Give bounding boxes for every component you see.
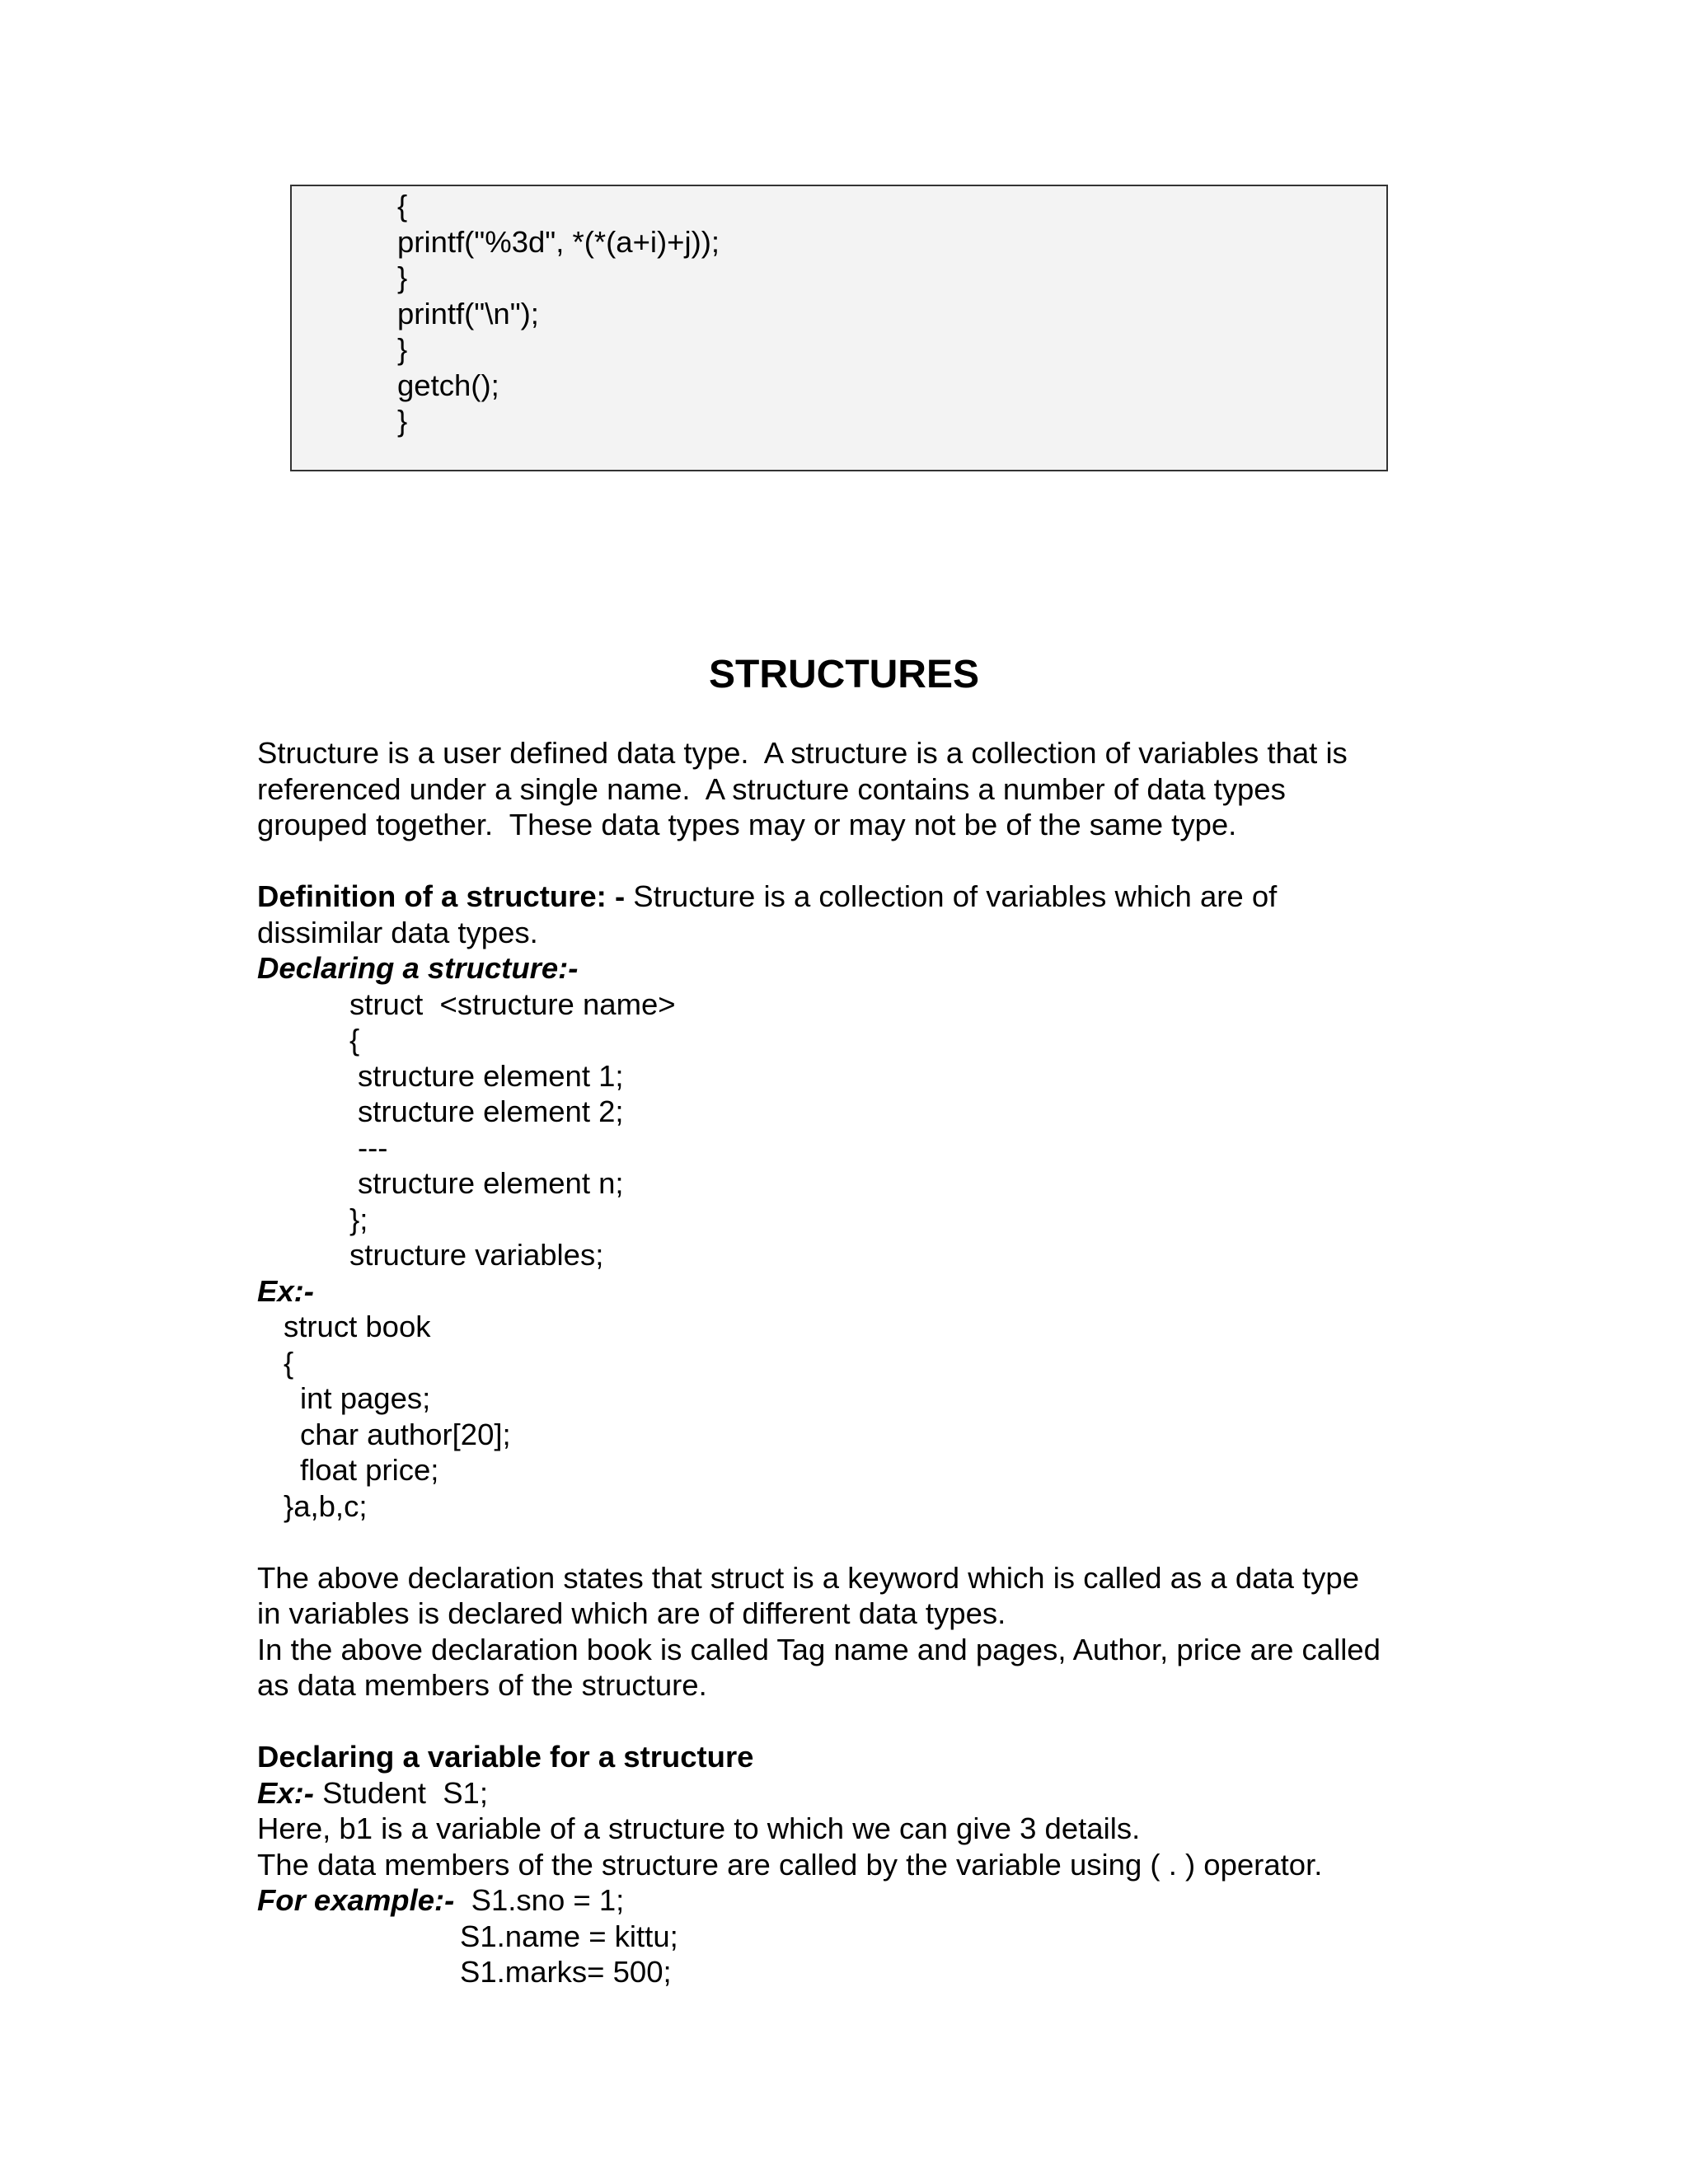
section-title: STRUCTURES	[708, 653, 979, 696]
syntax-line: {	[349, 1023, 360, 1057]
example-code-line: float price;	[300, 1453, 439, 1487]
definition-line-2: dissimilar data types.	[257, 915, 538, 949]
code-line: getch();	[397, 368, 499, 402]
syntax-line: };	[349, 1202, 368, 1236]
code-line: printf("%3d", *(*(a+i)+j));	[397, 224, 720, 259]
declaring-heading: Declaring a structure:-	[257, 951, 579, 985]
code-snippet-box	[290, 185, 1388, 471]
intro-line: grouped together. These data types may or may not be of the same type.	[257, 808, 1237, 841]
example-code-line: char author[20];	[300, 1417, 511, 1451]
intro-line: referenced under a single name. A structure contains a number of data types	[257, 771, 1286, 806]
variable-ex-label: Ex:-	[257, 1775, 314, 1810]
assignment-line: S1.name = kittu;	[460, 1919, 678, 1953]
example-code-line: }a,b,c;	[284, 1488, 368, 1523]
syntax-line: structure variables;	[349, 1238, 604, 1272]
section-content	[257, 735, 1444, 1990]
spacer	[257, 1704, 1444, 1740]
definition-text: Structure is a collection of variables which are of	[625, 879, 1278, 913]
code-line: }	[397, 332, 408, 366]
explanation-line: in variables is declared which are of different data types.	[257, 1596, 1006, 1630]
assignment-line: S1.marks= 500;	[460, 1955, 672, 1989]
variable-ex-text: Student S1;	[313, 1775, 489, 1810]
syntax-line: structure element 1;	[358, 1058, 624, 1093]
variable-text-line: The data members of the structure are called by the variable using ( . ) operator.	[257, 1847, 1323, 1882]
example-label: Ex:-	[257, 1273, 314, 1308]
variable-example-line	[257, 1775, 1444, 1811]
syntax-line: ---	[358, 1130, 388, 1165]
variable-text-line: Here, b1 is a variable of a structure to which we can give 3 details.	[257, 1811, 1141, 1845]
code-line: printf("\n");	[397, 296, 539, 330]
syntax-line: struct <structure name>	[349, 987, 676, 1021]
definition-line	[257, 879, 1444, 915]
syntax-line: structure element 2;	[358, 1094, 624, 1128]
syntax-line: structure element n;	[358, 1166, 624, 1200]
example-code-line: int pages;	[300, 1381, 431, 1415]
example-code-line: struct book	[284, 1310, 431, 1343]
for-example-line	[257, 1882, 1444, 1919]
explanation-line: In the above declaration book is called Tag name and pages, Author, price are called	[257, 1632, 1381, 1666]
explanation-line: The above declaration states that struct is a keyword which is called as a data type	[257, 1560, 1360, 1595]
assignment-line: S1.sno = 1;	[454, 1883, 625, 1917]
variable-heading: Declaring a variable for a structure	[257, 1740, 754, 1774]
example-code-line: {	[284, 1345, 294, 1380]
explanation-line: as data members of the structure.	[257, 1668, 707, 1702]
for-example-label: For example:-	[257, 1883, 455, 1917]
code-line: {	[397, 189, 408, 223]
code-line: }	[397, 260, 408, 294]
definition-label: Definition of a structure: -	[257, 879, 626, 913]
spacer	[257, 843, 1444, 879]
spacer	[257, 1524, 1444, 1560]
intro-line: Structure is a user defined data type. A structure is a collection of variables that is	[257, 736, 1348, 770]
code-snippet-lines	[397, 188, 720, 439]
code-line: }	[397, 404, 408, 438]
